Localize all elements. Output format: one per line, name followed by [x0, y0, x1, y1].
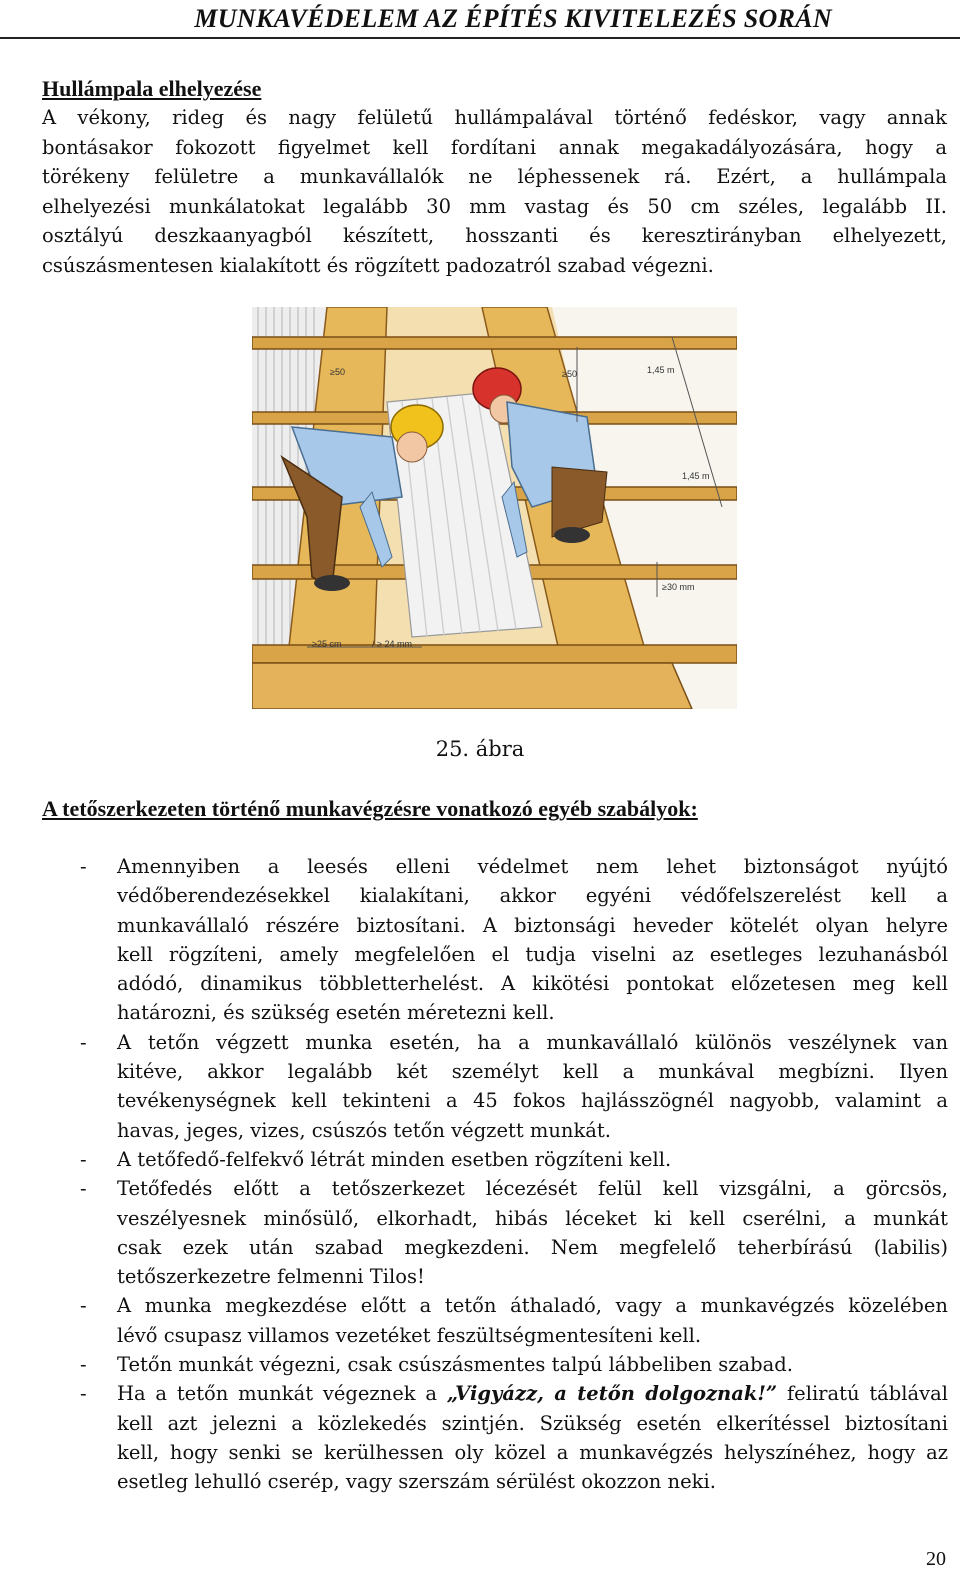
list-item-line: adódó, dinamikus többletterhelést. A kikötési pontokat előzetesen meg kell — [117, 972, 948, 996]
bullet-marker: - — [80, 1147, 87, 1171]
bullet-marker: - — [80, 855, 87, 878]
section-heading-tetoszerkezet: A tetőszerkezeten történő munkavégzésre vonatkozó egyéb szabályok: — [42, 796, 698, 821]
bullet-marker: - — [80, 1294, 87, 1318]
list-item-line: kell, hogy senki se kerülhessen oly közel a munkavégzés helyszínéhez, hogy az — [117, 1440, 948, 1464]
label-span-top: 1,45 m — [647, 365, 675, 375]
intro-paragraph — [42, 103, 947, 280]
list-item-line: havas, jeges, vizes, csúszós tetőn végzett munkát. — [117, 1118, 611, 1142]
list-item-line: Amennyiben a leesés elleni védelmet nem lehet biztonságot nyújtó — [117, 855, 948, 878]
label-span-mid: 1,45 m — [682, 471, 710, 481]
list-item-line: munkavállaló részére biztosítani. A biztonsági heveder kötelét olyan helyre — [117, 913, 948, 937]
list-item-line: határozni, és szükség esetén méretezni kell. — [117, 1001, 555, 1025]
paragraph-line: elhelyezési munkálatokat legalább 30 mm vastag és 50 cm széles, legalább II. — [42, 194, 947, 218]
paragraph-line: A vékony, rideg és nagy felületű hullámpalával történő fedéskor, vagy annak — [42, 106, 947, 129]
paragraph-line: osztályú deszkaanyagból készített, hosszanti és keresztirányban elhelyezett, — [42, 224, 947, 247]
label-ge30mm: ≥30 mm — [662, 582, 695, 592]
bullet-marker: - — [80, 1382, 87, 1406]
list-item-line: kitéve, akkor legalább két személyt kell a munkával megbízni. Ilyen — [117, 1060, 948, 1084]
label-ge25cm: ≥25 cm — [312, 639, 342, 649]
list-item-line: kell azt jelezni a közlekedés szintjén. Szükség esetén elkerítéssel biztosítani — [117, 1411, 948, 1435]
bullet-marker: - — [80, 1030, 87, 1054]
list-item — [80, 1145, 948, 1174]
bullet-marker: - — [80, 1177, 87, 1201]
list-item — [80, 1174, 948, 1291]
list-item — [80, 852, 948, 1028]
page-number: 20 — [926, 1548, 946, 1570]
list-item-line: kell rögzíteni, amely megfelelően el tudja viselni az esetleges lezuhanásból — [117, 942, 948, 966]
list-item-line: csak ezek után szabad megkezdeni. Nem megfelelő teherbírású (labilis) — [117, 1235, 948, 1259]
list-item-line: veszélyesnek minősülő, elkorhadt, hibás léceket ki kell cserélni, a munkát — [117, 1206, 948, 1230]
list-item-line: Tetőn munkát végezni, csak csúszásmentes talpú lábbeliben szabad. — [117, 1353, 793, 1377]
paragraph-line: csúszásmentesen kialakított és rögzített padozatról szabad végezni. — [42, 253, 714, 277]
figure-caption: 25. ábra — [435, 737, 525, 761]
list-item-line: tevékenységnek kell tekinteni a 45 fokos hajlásszögnél nagyobb, valamint a — [117, 1089, 948, 1113]
list-item — [80, 1379, 948, 1496]
list-item-line: esetleg lehulló cserép, vagy szerszám sérülést okozzon neki. — [117, 1470, 716, 1494]
paragraph-line: törékeny felületre a munkavállalók ne léphessenek rá. Ezért, a hullámpala — [42, 165, 947, 188]
list-item-line — [117, 1379, 948, 1408]
list-item-line: A tetőn végzett munka esetén, ha a munkavállaló különös veszélynek van — [117, 1030, 948, 1054]
line-text: Ha a tetőn munkát végeznek a — [117, 1382, 447, 1406]
line-text: feliratú táblával — [777, 1382, 948, 1406]
warning-sign-text: „Vigyázz, a tetőn dolgoznak!” — [446, 1382, 778, 1406]
label-ge50-left: ≥50 — [330, 367, 345, 377]
section-heading-hullampala: Hullámpala elhelyezése — [42, 76, 262, 101]
list-item-line: tetőszerkezetre felmenni Tilos! — [117, 1265, 425, 1289]
header-title: MUNKAVÉDELEM AZ ÉPÍTÉS KIVITELEZÉS SORÁN — [194, 4, 832, 33]
list-item — [80, 1291, 948, 1350]
roof-illustration — [252, 307, 737, 709]
label-ge50-right: ≥50 — [562, 369, 577, 379]
list-item-line: védőberendezésekkel kialakítani, akkor egyéni védőfelszerelést kell a — [117, 884, 948, 908]
label-ge24mm: / ≥ 24 mm — [372, 639, 412, 649]
bullet-marker: - — [80, 1353, 87, 1377]
list-item-line: lévő csupasz villamos vezetéket feszültségmentesíteni kell. — [117, 1323, 702, 1347]
page-header — [0, 0, 960, 39]
paragraph-line: bontásakor fokozott figyelmet kell fordítani annak megakadályozására, hogy a — [42, 135, 947, 159]
roof-illustration-svg — [252, 307, 737, 709]
list-item — [80, 1028, 948, 1145]
rules-list — [80, 852, 948, 1497]
list-item-line: A munka megkezdése előtt a tetőn áthaladó, vagy a munkavégzés közelében — [117, 1294, 948, 1318]
list-item — [80, 1350, 948, 1379]
list-item-line: A tetőfedő-felfekvő létrát minden esetben rögzíteni kell. — [117, 1147, 672, 1171]
list-item-line: Tetőfedés előtt a tetőszerkezet lécezését felül kell vizsgálni, a görcsös, — [117, 1177, 948, 1201]
